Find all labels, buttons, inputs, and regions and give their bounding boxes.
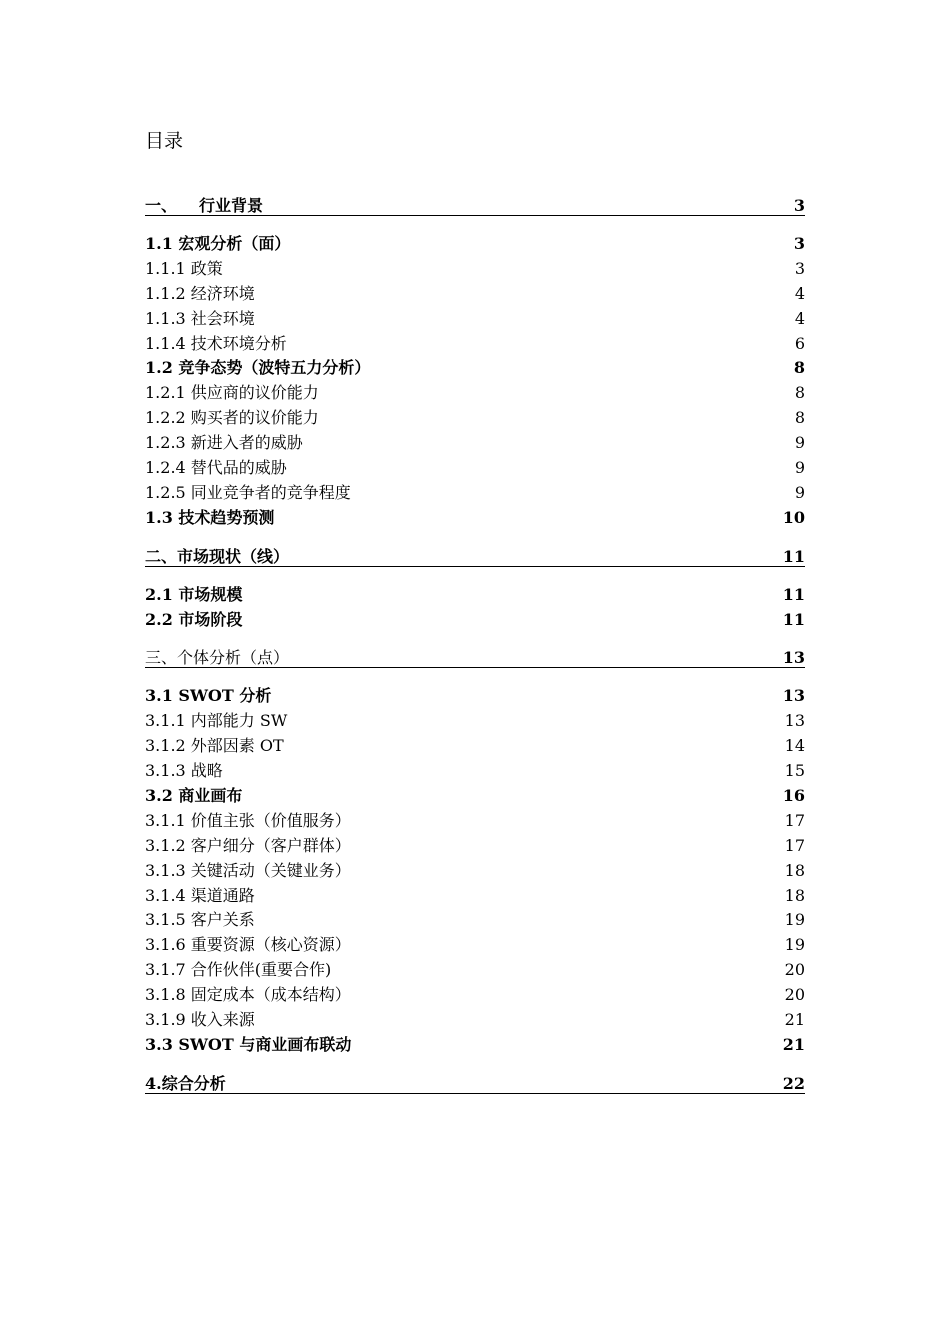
toc-page-number: 3 <box>793 234 805 253</box>
toc-entry-label: 3.1 SWOT 分析 <box>145 686 272 706</box>
toc-entry-label: 3.1.3 关键活动（关键业务） <box>145 860 351 880</box>
toc-entry-label: 1.2.5 同业竞争者的竞争程度 <box>145 482 351 502</box>
toc-subsection[interactable] <box>145 709 805 734</box>
toc-page-number: 22 <box>782 1073 805 1093</box>
toc-page-number: 19 <box>784 935 805 955</box>
toc-section[interactable] <box>145 1033 805 1058</box>
toc-entry-label: 1.1 宏观分析（面） <box>145 234 291 253</box>
toc-page-number: 4 <box>794 283 805 303</box>
toc-page-number: 13 <box>782 648 805 668</box>
toc-subsection[interactable] <box>145 834 805 859</box>
toc-entry-label: 1.3 技术趋势预测 <box>145 507 275 527</box>
toc-subsection[interactable] <box>145 884 805 909</box>
toc-entry-label: 3.1.1 内部能力 SW <box>145 711 288 731</box>
toc-page-number: 6 <box>794 333 805 353</box>
toc-entry-label: 1.1.4 技术环境分析 <box>145 333 287 353</box>
toc-entry-label: 一、 行业背景 <box>145 196 264 215</box>
toc-entry-label: 1.2 竞争态势（波特五力分析） <box>145 358 371 378</box>
toc-entry-label: 1.2.3 新进入者的威胁 <box>145 433 303 453</box>
toc-entry-label: 3.1.6 重要资源（核心资源） <box>145 935 351 955</box>
toc-page-number: 18 <box>784 860 805 880</box>
toc-entry-label: 3.1.3 战略 <box>145 761 223 781</box>
toc-page-number: 17 <box>784 810 805 830</box>
toc-subsection[interactable] <box>145 859 805 884</box>
toc-subsection[interactable] <box>145 1008 805 1033</box>
toc-entry-label: 1.1.1 政策 <box>145 258 223 278</box>
toc-entry-label: 3.1.2 客户细分（客户群体） <box>145 835 351 855</box>
toc-page-number: 3 <box>794 258 805 278</box>
toc-subsection[interactable] <box>145 958 805 983</box>
toc-subsection[interactable] <box>145 406 805 431</box>
toc-entry-label: 3.1.9 收入来源 <box>145 1010 255 1030</box>
toc-entry-label: 2.2 市场阶段 <box>145 609 243 629</box>
toc-page-number: 11 <box>782 546 805 566</box>
toc-entry-label: 3.1.1 价值主张（价值服务） <box>145 810 351 830</box>
toc-section[interactable] <box>145 684 805 709</box>
toc-page-number: 9 <box>794 458 805 478</box>
toc-subsection[interactable] <box>145 431 805 456</box>
toc-subsection[interactable] <box>145 307 805 332</box>
toc-page-number: 9 <box>794 433 805 453</box>
toc-page-number: 19 <box>784 910 805 930</box>
toc-page-number: 3 <box>793 196 805 215</box>
toc-entry-label: 1.2.4 替代品的威胁 <box>145 458 287 478</box>
toc-page-number: 8 <box>794 408 805 428</box>
toc-entry-label: 1.2.2 购买者的议价能力 <box>145 408 319 428</box>
toc-entry-label: 3.1.5 客户关系 <box>145 910 255 930</box>
toc-page-number: 18 <box>784 885 805 905</box>
toc-title: 目录 <box>145 130 184 152</box>
toc-subsection[interactable] <box>145 481 805 506</box>
toc-page-number: 16 <box>782 786 805 806</box>
toc-entry-label: 3.1.4 渠道通路 <box>145 885 255 905</box>
toc-entry-label: 1.2.1 供应商的议价能力 <box>145 383 319 403</box>
toc-page-number: 15 <box>784 761 805 781</box>
toc-chapter-2[interactable] <box>145 548 805 567</box>
toc-chapter-1[interactable] <box>145 197 805 216</box>
toc-page-number: 17 <box>784 835 805 855</box>
toc-entry-label: 三、个体分析（点） <box>145 648 290 668</box>
toc-subsection[interactable] <box>145 983 805 1008</box>
toc-entry-label: 二、市场现状（线） <box>145 546 290 566</box>
toc-entry-label: 3.3 SWOT 与商业画布联动 <box>145 1034 352 1054</box>
toc-page-number: 21 <box>782 1034 805 1054</box>
toc-subsection[interactable] <box>145 332 805 357</box>
toc-page-number: 14 <box>784 736 805 756</box>
toc-entry-label: 4.综合分析 <box>145 1073 226 1093</box>
toc-entry-label: 3.1.2 外部因素 OT <box>145 736 284 756</box>
toc-entry-label: 3.1.8 固定成本（成本结构） <box>145 985 351 1005</box>
table-of-contents <box>145 197 805 1094</box>
toc-page-number: 20 <box>784 985 805 1005</box>
toc-section[interactable] <box>145 232 805 257</box>
toc-page-number: 9 <box>794 482 805 502</box>
toc-subsection[interactable] <box>145 381 805 406</box>
toc-chapter-4[interactable] <box>145 1075 805 1094</box>
toc-page-number: 8 <box>794 383 805 403</box>
toc-subsection[interactable] <box>145 282 805 307</box>
toc-subsection[interactable] <box>145 734 805 759</box>
toc-entry-label: 3.1.7 合作伙伴(重要合作) <box>145 960 332 980</box>
toc-subsection[interactable] <box>145 908 805 933</box>
toc-entry-label: 1.1.3 社会环境 <box>145 308 255 328</box>
toc-subsection[interactable] <box>145 257 805 282</box>
toc-page-number: 20 <box>784 960 805 980</box>
toc-page-number: 13 <box>782 686 805 706</box>
toc-subsection[interactable] <box>145 759 805 784</box>
toc-page-number: 11 <box>782 584 805 604</box>
toc-page-number: 4 <box>794 308 805 328</box>
toc-page-number: 10 <box>782 507 805 527</box>
toc-subsection[interactable] <box>145 809 805 834</box>
toc-section[interactable] <box>145 356 805 381</box>
toc-page-number: 21 <box>784 1010 805 1030</box>
toc-chapter-3[interactable] <box>145 649 805 668</box>
toc-subsection[interactable] <box>145 933 805 958</box>
toc-entry-label: 3.2 商业画布 <box>145 786 243 806</box>
toc-page-number: 13 <box>784 711 805 731</box>
toc-entry-label: 2.1 市场规模 <box>145 584 243 604</box>
toc-page-number: 8 <box>793 358 805 378</box>
toc-entry-label: 1.1.2 经济环境 <box>145 283 255 303</box>
toc-section[interactable] <box>145 583 805 608</box>
toc-page-number: 11 <box>782 609 805 629</box>
toc-subsection[interactable] <box>145 456 805 481</box>
toc-section[interactable] <box>145 784 805 809</box>
toc-section[interactable] <box>145 506 805 531</box>
toc-section[interactable] <box>145 608 805 633</box>
